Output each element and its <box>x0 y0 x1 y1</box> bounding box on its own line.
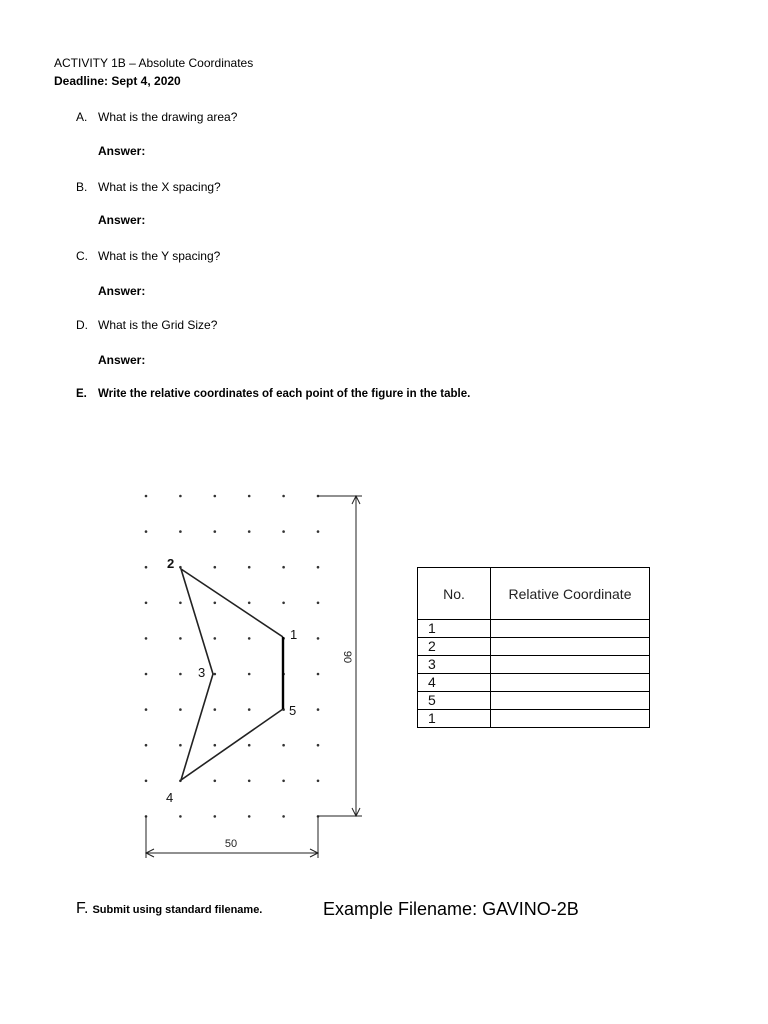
grid-dot <box>145 744 148 747</box>
grid-dots <box>145 495 320 818</box>
grid-dot <box>317 637 320 640</box>
table-header-row <box>418 568 650 620</box>
column-header-relative-coordinate: Relative Coordinate <box>491 568 650 620</box>
table-row <box>418 656 650 674</box>
question-text: What is the drawing area? <box>98 110 238 124</box>
grid-dot <box>145 637 148 640</box>
submit-instruction: Submit using standard filename. <box>92 904 263 916</box>
grid-dot <box>317 566 320 569</box>
grid-dot <box>248 815 251 818</box>
grid-dot <box>317 602 320 605</box>
question-letter: E. <box>76 388 87 400</box>
height-dimension <box>318 496 362 816</box>
grid-dot <box>248 708 251 711</box>
question-letter: F. <box>76 900 89 917</box>
grid-dot <box>179 602 182 605</box>
row-number: 1 <box>418 710 491 728</box>
height-dimension-label: 90 <box>341 650 353 664</box>
figure-outline <box>181 569 283 780</box>
grid-dot <box>214 495 217 498</box>
relative-coordinate-cell[interactable] <box>491 620 650 638</box>
row-number: 2 <box>418 638 491 656</box>
relative-coordinate-cell[interactable] <box>491 656 650 674</box>
relative-coordinate-cell[interactable] <box>491 638 650 656</box>
grid-dot <box>282 495 285 498</box>
question-letter: C. <box>76 249 88 263</box>
grid-dot <box>179 495 182 498</box>
question-letter: B. <box>76 180 88 194</box>
grid-dot <box>214 673 217 676</box>
grid-dot <box>282 566 285 569</box>
table-row <box>418 674 650 692</box>
grid-dot <box>145 530 148 533</box>
question-text: What is the Grid Size? <box>98 318 218 332</box>
grid-dot <box>248 566 251 569</box>
grid-dot <box>145 602 148 605</box>
relative-coordinate-cell[interactable] <box>491 674 650 692</box>
grid-dot <box>317 780 320 783</box>
row-number: 1 <box>418 620 491 638</box>
grid-dot <box>248 495 251 498</box>
answer-b-label: Answer: <box>98 213 146 227</box>
grid-dot <box>214 530 217 533</box>
example-filename: Example Filename: GAVINO-2B <box>323 899 579 919</box>
table-row <box>418 620 650 638</box>
point-label-5: 5 <box>289 703 297 718</box>
grid-dot <box>179 530 182 533</box>
grid-dot <box>145 495 148 498</box>
relative-coordinate-cell[interactable] <box>491 692 650 710</box>
question-f <box>76 900 262 918</box>
column-header-no: No. <box>418 568 491 620</box>
grid-dot <box>248 673 251 676</box>
grid-dot <box>214 708 217 711</box>
row-number: 5 <box>418 692 491 710</box>
table-row <box>418 638 650 656</box>
coordinate-table <box>417 567 650 728</box>
answer-d-label: Answer: <box>98 353 146 367</box>
grid-dot <box>248 602 251 605</box>
grid-dot <box>317 530 320 533</box>
question-letter: D. <box>76 318 88 332</box>
grid-dot <box>317 673 320 676</box>
table-row <box>418 710 650 728</box>
grid-dot <box>248 780 251 783</box>
grid-dot <box>179 637 182 640</box>
grid-dot <box>282 780 285 783</box>
table-row <box>418 692 650 710</box>
grid-dot <box>145 673 148 676</box>
grid-dot <box>214 815 217 818</box>
point-label-2: 2 <box>167 556 175 571</box>
grid-dot <box>179 744 182 747</box>
grid-dot <box>248 637 251 640</box>
deadline: Deadline: Sept 4, 2020 <box>54 74 181 88</box>
width-dimension-label: 50 <box>224 838 238 850</box>
point-label-1: 1 <box>290 627 298 642</box>
relative-coordinate-cell[interactable] <box>491 710 650 728</box>
grid-dot <box>282 602 285 605</box>
grid-dot <box>214 566 217 569</box>
row-number: 3 <box>418 656 491 674</box>
question-text: Write the relative coordinates of each point of the figure in the table. <box>98 388 471 400</box>
grid-dot <box>179 708 182 711</box>
grid-dot <box>214 637 217 640</box>
point-label-3: 3 <box>198 665 206 680</box>
grid-dot <box>145 780 148 783</box>
grid-dot <box>214 602 217 605</box>
grid-dot <box>179 815 182 818</box>
question-letter: A. <box>76 110 88 124</box>
question-text: What is the X spacing? <box>98 180 221 194</box>
grid-dot <box>317 744 320 747</box>
grid-dot <box>317 708 320 711</box>
activity-title: ACTIVITY 1B – Absolute Coordinates <box>54 56 254 70</box>
answer-a-label: Answer: <box>98 144 146 158</box>
grid-dot <box>248 744 251 747</box>
grid-dot <box>179 673 182 676</box>
grid-dot <box>214 780 217 783</box>
grid-dot <box>282 815 285 818</box>
grid-dot <box>282 530 285 533</box>
point-label-4: 4 <box>166 790 174 805</box>
answer-c-label: Answer: <box>98 284 146 298</box>
grid-dot <box>248 530 251 533</box>
grid-dot <box>214 744 217 747</box>
row-number: 4 <box>418 674 491 692</box>
width-dimension <box>146 816 318 858</box>
question-text: What is the Y spacing? <box>98 249 221 263</box>
grid-dot <box>282 744 285 747</box>
grid-dot <box>145 708 148 711</box>
grid-dot <box>145 566 148 569</box>
